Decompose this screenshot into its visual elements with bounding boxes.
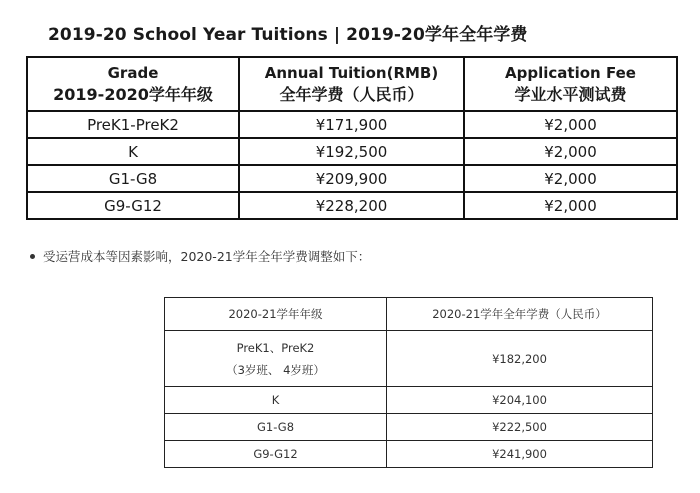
grade-cell: G9-G12 (165, 441, 387, 468)
grade-cell-line2: （3岁班、 4岁班） (226, 362, 325, 377)
grade-cell: G9-G12 (27, 192, 239, 219)
table-row (165, 331, 653, 387)
adjustment-note (30, 247, 370, 265)
grade-cell: K (27, 138, 239, 165)
table-row (165, 441, 653, 468)
table-row (27, 192, 677, 219)
table-row (27, 111, 677, 138)
header-fee-en: Application Fee (505, 64, 636, 82)
tuition-cell: ¥182,200 (387, 331, 653, 387)
header-grade (27, 57, 239, 111)
adjustment-note-text: 受运营成本等因素影响，2020-21学年全年学费调整如下： (43, 249, 371, 264)
header-tuition-2020: 2020-21学年全年学费（人民币） (387, 298, 653, 331)
tuition-cell: ¥222,500 (387, 414, 653, 441)
fee-cell: ¥2,000 (464, 138, 677, 165)
bullet-icon (30, 254, 35, 259)
tuition-cell: ¥204,100 (387, 387, 653, 414)
header-tuition-en: Annual Tuition(RMB) (264, 64, 439, 82)
tuition-cell: ¥171,900 (239, 111, 464, 138)
grade-cell (165, 331, 387, 387)
grade-cell: G1-G8 (165, 414, 387, 441)
page-heading: 2019-20 School Year Tuitions | 2019-20学年全年学费 (48, 25, 528, 45)
table-header-row (165, 298, 653, 331)
header-application-fee (464, 57, 677, 111)
tuition-table-2020-21 (164, 297, 653, 468)
grade-cell: G1-G8 (27, 165, 239, 192)
header-tuition-zh: 全年学费（人民币） (279, 85, 424, 104)
table-row (165, 414, 653, 441)
table-row (27, 165, 677, 192)
header-grade-zh: 2019-2020学年年级 (53, 85, 213, 104)
tuition-cell: ¥209,900 (239, 165, 464, 192)
grade-cell: PreK1-PreK2 (27, 111, 239, 138)
table-row (165, 387, 653, 414)
fee-cell: ¥2,000 (464, 165, 677, 192)
header-fee-zh: 学业水平测试费 (514, 85, 627, 104)
table-row (27, 138, 677, 165)
grade-cell-line1: PreK1、PreK2 (236, 340, 315, 355)
header-tuition (239, 57, 464, 111)
grade-cell: K (165, 387, 387, 414)
fee-cell: ¥2,000 (464, 192, 677, 219)
header-grade-en: Grade (107, 64, 159, 82)
tuition-cell: ¥228,200 (239, 192, 464, 219)
tuition-table-2019-20 (26, 56, 678, 220)
tuition-cell: ¥192,500 (239, 138, 464, 165)
fee-cell: ¥2,000 (464, 111, 677, 138)
tuition-cell: ¥241,900 (387, 441, 653, 468)
header-grade-2020: 2020-21学年年级 (165, 298, 387, 331)
table-header-row (27, 57, 677, 111)
